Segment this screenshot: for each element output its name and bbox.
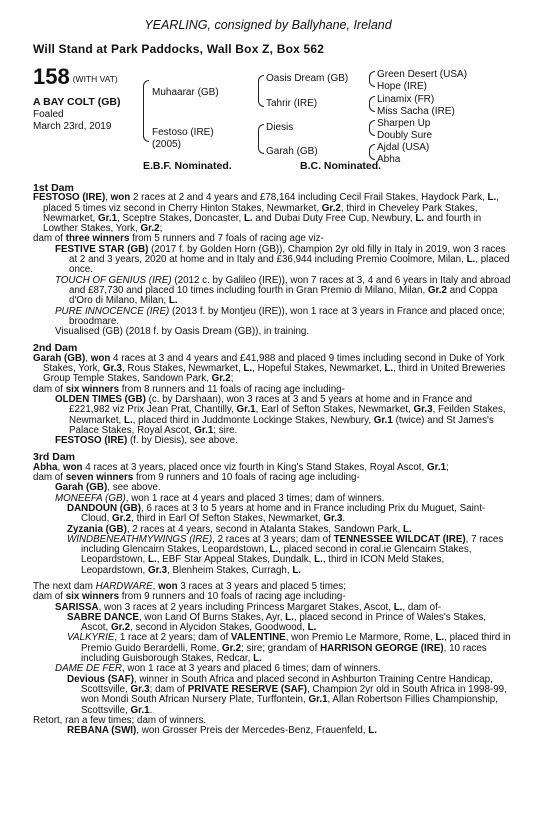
td-paragraph: Zyzania (GB), 2 races at 4 years, second in Atalanta Stakes, Sandown Park, L.	[67, 523, 412, 535]
lot-number-value: 158	[33, 64, 70, 89]
pedigree-dsd: Doubly Sure	[377, 130, 433, 141]
bracket-ds	[369, 120, 375, 136]
fd-paragraph: TOUCH OF GENIUS (IRE) (2012 c. by Galileo (IRE)), won 7 races at 3, 4 and 6 years in Italy and abroad and £87,730 and placed 10 times including fourth in Gran Premio di Milano, Milan, Gr.2 and Coppa d'Oro di Milano, Milan, L.	[55, 274, 511, 307]
third-dam-text	[33, 463, 511, 737]
sd-paragraph: OLDEN TIMES (GB) (c. by Darshaan), won 3 races at 3 and 5 years at home and in France and £221,982 viz Prix Jean Prat, Chantilly, Gr.1, Earl of Sefton Stakes, Newmarket, Gr.3, Feilden Stakes, Newmarket, L., placed third in Juddmonte Lockinge Stakes, Newbury, Gr.1 (twice) and St James's Palace Stakes, Royal Ascot, Gr.1; sire.	[55, 393, 506, 436]
horse-sex: A BAY COLT (GB)	[33, 96, 121, 108]
bracket-dd	[369, 144, 375, 160]
sire-line-bracket	[258, 75, 264, 107]
sd-paragraph: dam of six winners from 8 runners and 11 foals of racing age including-	[33, 383, 345, 395]
td-paragraph: VALKYRIE, 1 race at 2 years; dam of VALENTINE, won Premio Le Marmore, Rome, L., placed third in Premio Guido Berardelli, Rome, Gr.2; sire; grandam of HARRISON GEORGE (IRE), 10 races including Guisborough Stakes, Redcar, L.	[67, 632, 511, 665]
sire-dam-bracket	[143, 80, 149, 142]
bracket-sd	[369, 96, 375, 112]
pedigree-dam: Festoso (IRE)	[152, 127, 214, 138]
consignor-header: YEARLING, consigned by Ballyhane, Ireland	[144, 18, 392, 32]
pedigree-sdd: Miss Sacha (IRE)	[377, 106, 455, 117]
third-dam-heading: 3rd Dam	[33, 451, 76, 464]
td-paragraph: SABRE DANCE, won Land Of Burns Stakes, Ayr, L., placed second in Prince of Wales's Stakes, Ascot, Gr.2, second in Alycidon Stakes, Goodwood, L.	[67, 611, 486, 634]
pedigree-sss: Green Desert (USA)	[377, 69, 468, 80]
td-paragraph: WINDBENEATHMYWINGS (IRE), 2 races at 3 years; dam of TENNESSEE WILDCAT (IRE), 7 races including Glencairn Stakes, Leopardstown, L., placed second in coral.ie Glencairn Stakes, Leopardstown, L., EBF Star Appeal Stakes, Dundalk, L., third in ICON Meld Stakes, Leopardstown, Gr.3, Blenheim Stakes, Curragh, L.	[67, 533, 504, 576]
td-paragraph: MONEEFA (GB), won 1 race at 4 years and placed 3 times; dam of winners.	[55, 492, 385, 504]
td-paragraph: dam of six winners from 9 runners and 10 foals of racing age including-	[33, 591, 346, 603]
td-paragraph: Devious (SAF), winner in South Africa and placed second in Ashburton Training Centre Handicap, Scottsville, Gr.3; dam of PRIVATE RESERVE (SAF), Champion 2yr old in South Africa in 1998-99, won Mondi South African Nursery Plate, Turffontein, Gr.1, Allan Robertson Fillies Championship, Scottsville, Gr.1.	[67, 673, 507, 716]
td-paragraph: Retort, ran a few times; dam of winners.	[33, 714, 207, 726]
pedigree-ss: Oasis Dream (GB)	[266, 73, 349, 84]
ebf-nomination: E.B.F. Nominated.	[143, 160, 232, 172]
td-paragraph: Garah (GB), see above.	[55, 482, 161, 494]
second-dam-heading: 2nd Dam	[33, 342, 78, 355]
td-paragraph: DANDOUN (GB), 6 races at 3 to 5 years at home and in France including Prix du Muguet, Saint-Cloud, Gr.2, third in Earl Of Sefton Stakes, Newmarket, Gr.3.	[67, 502, 486, 525]
pedigree-dss: Sharpen Up	[377, 118, 431, 129]
sd-paragraph: Garah (GB), won 4 races at 3 and 4 years and £41,988 and placed 9 times including second in Duke of York Stakes, York, Gr.3, Rous Stakes, Newmarket, L., Hopeful Stakes, Newmarket, L., third in United Breweries Group Temple Stakes, Sandown Park, Gr.2;	[33, 352, 506, 385]
bc-nomination: B.C. Nominated.	[300, 160, 382, 172]
foaled-date: March 23rd, 2019	[33, 121, 112, 132]
pedigree-ssd: Hope (IRE)	[377, 81, 428, 92]
bracket-ss	[369, 71, 375, 87]
lot-number	[33, 66, 118, 88]
pedigree-ddd: Abha	[377, 154, 401, 165]
foaled-label: Foaled	[33, 109, 64, 120]
fd-paragraph: FESTOSO (IRE), won 2 races at 2 and 4 years and £78,164 including Cecil Frail Stakes, Haydock Park, L., placed 5 times viz second in Cherry Hinton Stakes, Newmarket, Gr.2, third in Cheveley Park Stakes, Newmarket, Gr.1, Sceptre Stakes, Doncaster, L. and Dubai Duty Free Cup, Newbury, L. and fourth in Lowther Stakes, York, Gr.2;	[33, 192, 499, 235]
td-paragraph: dam of seven winners from 9 runners and 10 foals of racing age including-	[33, 472, 360, 484]
pedigree-sds: Linamix (FR)	[377, 94, 435, 105]
fd-paragraph: FESTIVE STAR (GB) (2017 f. by Golden Horn (GB)), Champion 2yr old filly in Italy in 2019, won 3 races at 2 and 3 years, 2020 at home and in Italy and £36,944 including Premio Coolmore, Milan, L., placed once.	[55, 243, 510, 276]
pedigree-sd: Tahrir (IRE)	[266, 98, 318, 109]
dam-line-bracket	[258, 124, 264, 154]
fd-paragraph: PURE INNOCENCE (IRE) (2013 f. by Montjeu (IRE)), won 1 race at 3 years in France and placed once; broodmare.	[55, 305, 505, 327]
td-paragraph: SARISSA, won 3 races at 2 years including Princess Margaret Stakes, Ascot, L., dam of-	[55, 601, 442, 613]
stand-location: Will Stand at Park Paddocks, Wall Box Z, Box 562	[33, 42, 325, 56]
pedigree-dam-year: (2005)	[152, 139, 181, 150]
sd-paragraph: FESTOSO (IRE) (f. by Diesis), see above.	[55, 435, 238, 447]
pedigree-dd: Garah (GB)	[266, 146, 318, 157]
td-paragraph: REBANA (SWI), won Grosser Preis der Mercedes-Benz, Frauenfeld, L.	[67, 725, 377, 737]
first-dam-text	[33, 193, 511, 337]
td-paragraph: DAME DE FER, won 1 race at 3 years and placed 6 times; dam of winners.	[55, 663, 381, 675]
fd-paragraph: Visualised (GB) (2018 f. by Oasis Dream (GB)), in training.	[55, 326, 310, 338]
second-dam-text	[33, 354, 511, 447]
td-paragraph: Abha, won 4 races at 3 years, placed once viz fourth in King's Stand Stakes, Royal Ascot, Gr.1;	[33, 461, 449, 473]
td-paragraph: The next dam HARDWARE, won 3 races at 3 years and placed 5 times;	[33, 580, 346, 592]
first-dam-heading: 1st Dam	[33, 182, 74, 194]
fd-paragraph: dam of three winners from 5 runners and 7 foals of racing age viz-	[33, 233, 324, 245]
pedigree-notes	[33, 183, 511, 736]
pedigree-dds: Ajdal (USA)	[377, 142, 430, 153]
pedigree-ds: Diesis	[266, 122, 294, 133]
vat-note: (WITH VAT)	[72, 74, 118, 84]
pedigree-sire: Muhaarar (GB)	[152, 87, 219, 98]
